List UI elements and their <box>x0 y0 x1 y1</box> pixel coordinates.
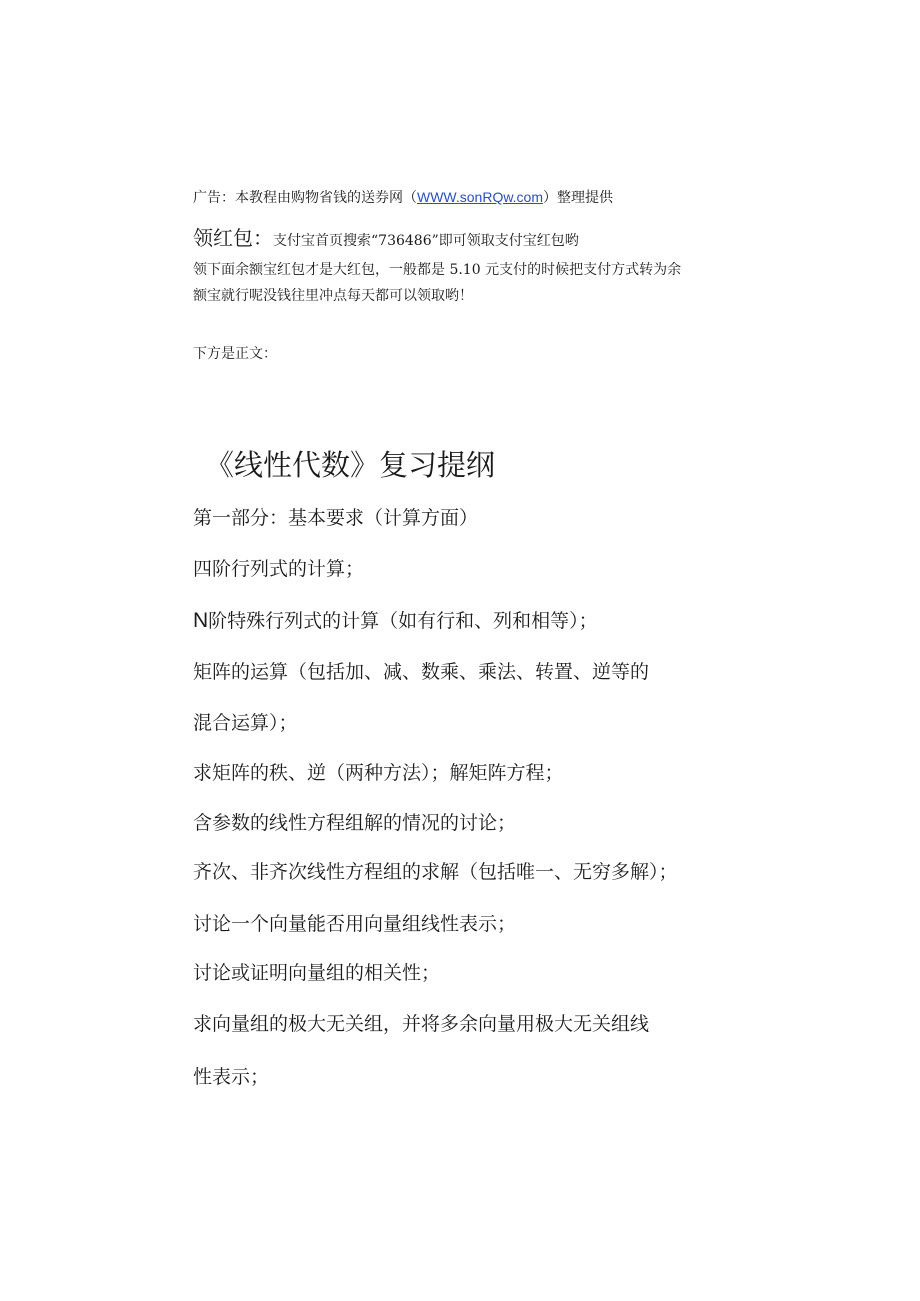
ad-prefix: 广告：本教程由购物省钱的送券网（ <box>193 190 417 206</box>
ad-line <box>193 187 613 207</box>
hongbao-text: 支付宝首页搜索“736486”即可领取支付宝红包哟 <box>273 233 579 249</box>
document-title: 《线性代数》复习提纲 <box>205 448 496 482</box>
hongbao-label: 领红包： <box>193 226 273 250</box>
outline-item-continuation: 性表示； <box>193 1066 270 1088</box>
outline-item: 齐次、非齐次线性方程组的求解（包括唯一、无穷多解）； <box>193 861 678 883</box>
outline-item: 四阶行列式的计算； <box>193 558 365 580</box>
promo-line-2: 额宝就行呢没钱往里冲点每天都可以领取哟！ <box>193 288 473 304</box>
outline-item: 求向量组的极大无关组，并将多余向量用极大无关组线 <box>193 1013 650 1035</box>
outline-item-text: 阶特殊行列式的计算（如有行和、列和相等）； <box>208 610 598 632</box>
ad-suffix: ）整理提供 <box>543 190 614 206</box>
outline-item: 含参数的线性方程组解的情况的讨论； <box>193 812 517 834</box>
ad-link[interactable]: WWW.sonRQw.com <box>417 189 544 205</box>
outline-item-continuation: 混合运算）； <box>193 712 298 734</box>
n-prefix: N <box>193 609 209 632</box>
outline-item: 矩阵的运算（包括加、减、数乘、乘法、转置、逆等的 <box>193 661 650 683</box>
outline-item <box>193 606 598 633</box>
promo-line-1: 领下面余额宝红包才是大红包，一般都是 5.10 元支付的时候把支付方式转为余 <box>193 262 682 278</box>
hongbao-line <box>193 222 579 251</box>
outline-item: 讨论或证明向量组的相关性； <box>193 962 441 984</box>
outline-item: 讨论一个向量能否用向量组线性表示； <box>193 913 517 935</box>
outline-item: 求矩阵的秩、逆（两种方法）；解矩阵方程； <box>193 762 564 784</box>
below-text: 下方是正文： <box>193 346 277 362</box>
section-heading: 第一部分：基本要求（计算方面） <box>193 507 479 529</box>
